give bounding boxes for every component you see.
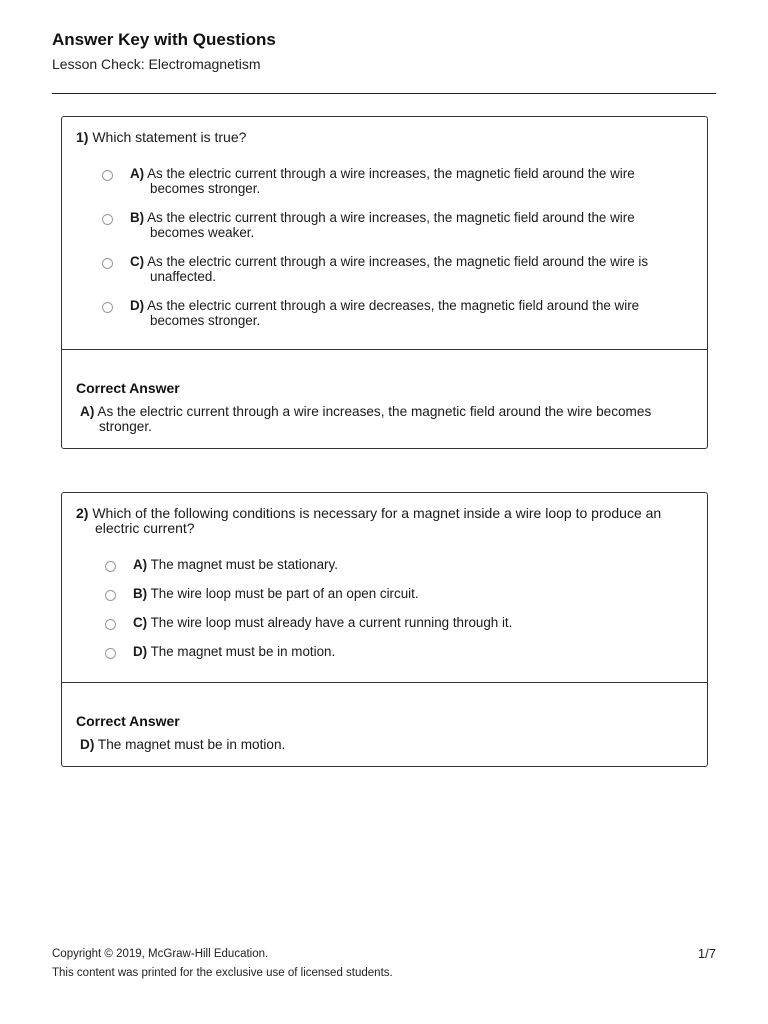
correct-answer-label: Correct Answer: [76, 713, 180, 729]
option-d-letter: D): [133, 644, 148, 659]
page-title: Answer Key with Questions: [52, 30, 276, 49]
question-1-number: 1): [76, 129, 89, 145]
correct-answer-text: The magnet must be in motion.: [97, 737, 286, 752]
correct-answer-letter: A): [80, 404, 95, 419]
correct-answer-letter: D): [80, 737, 95, 752]
option-b-radio[interactable]: [105, 590, 116, 601]
option-c-letter: C): [130, 254, 145, 269]
option-c-text: The wire loop must already have a current running through it.: [150, 615, 513, 630]
correct-answer: [80, 404, 667, 434]
option-a[interactable]: [133, 558, 685, 573]
question-2-number: 2): [76, 505, 89, 521]
option-a[interactable]: [130, 167, 685, 196]
option-a-text: The magnet must be stationary.: [150, 557, 338, 572]
question-2-text: Which of the following conditions is necessary for a magnet inside a wire loop to produce an electric current?: [92, 505, 662, 536]
option-a-radio[interactable]: [105, 561, 116, 572]
question-2-prompt: [76, 506, 687, 536]
option-c-radio[interactable]: [102, 258, 113, 269]
question-1-text: Which statement is true?: [92, 129, 247, 145]
option-d-letter: D): [130, 298, 145, 313]
correct-answer: [80, 737, 667, 752]
option-b-text: As the electric current through a wire increases, the magnetic field around the wire becomes weaker.: [147, 210, 635, 240]
question-card-1: [61, 116, 708, 449]
page-subtitle: Lesson Check: Electromagnetism: [52, 56, 261, 72]
option-c-letter: C): [133, 615, 148, 630]
option-b-radio[interactable]: [102, 214, 113, 225]
header-divider: [52, 93, 716, 94]
option-d[interactable]: [130, 299, 685, 328]
option-c[interactable]: [130, 255, 685, 284]
option-b-letter: B): [133, 586, 148, 601]
option-b[interactable]: [130, 211, 685, 240]
footer-license-note: This content was printed for the exclusive use of licensed students.: [52, 967, 393, 979]
footer-copyright: Copyright © 2019, McGraw-Hill Education.: [52, 948, 269, 960]
card-divider: [62, 349, 707, 350]
option-c[interactable]: [133, 616, 685, 631]
option-b-letter: B): [130, 210, 145, 225]
option-d-text: The magnet must be in motion.: [150, 644, 336, 659]
page-number: 1/7: [697, 946, 716, 961]
question-1-prompt: [76, 130, 687, 145]
card-divider: [62, 682, 707, 683]
option-b[interactable]: [133, 587, 685, 602]
option-b-text: The wire loop must be part of an open circuit.: [150, 586, 419, 601]
option-a-letter: A): [130, 166, 145, 181]
question-card-2: [61, 492, 708, 767]
option-d-radio[interactable]: [105, 648, 116, 659]
option-d[interactable]: [133, 645, 685, 660]
option-c-text: As the electric current through a wire increases, the magnetic field around the wire is unaffected.: [147, 254, 649, 284]
option-c-radio[interactable]: [105, 619, 116, 630]
option-a-radio[interactable]: [102, 170, 113, 181]
option-d-radio[interactable]: [102, 302, 113, 313]
option-a-letter: A): [133, 557, 148, 572]
correct-answer-text: As the electric current through a wire increases, the magnetic field around the wire becomes stronger.: [97, 404, 652, 434]
option-a-text: As the electric current through a wire increases, the magnetic field around the wire becomes stronger.: [147, 166, 635, 196]
option-d-text: As the electric current through a wire decreases, the magnetic field around the wire becomes stronger.: [147, 298, 640, 328]
correct-answer-label: Correct Answer: [76, 380, 180, 396]
